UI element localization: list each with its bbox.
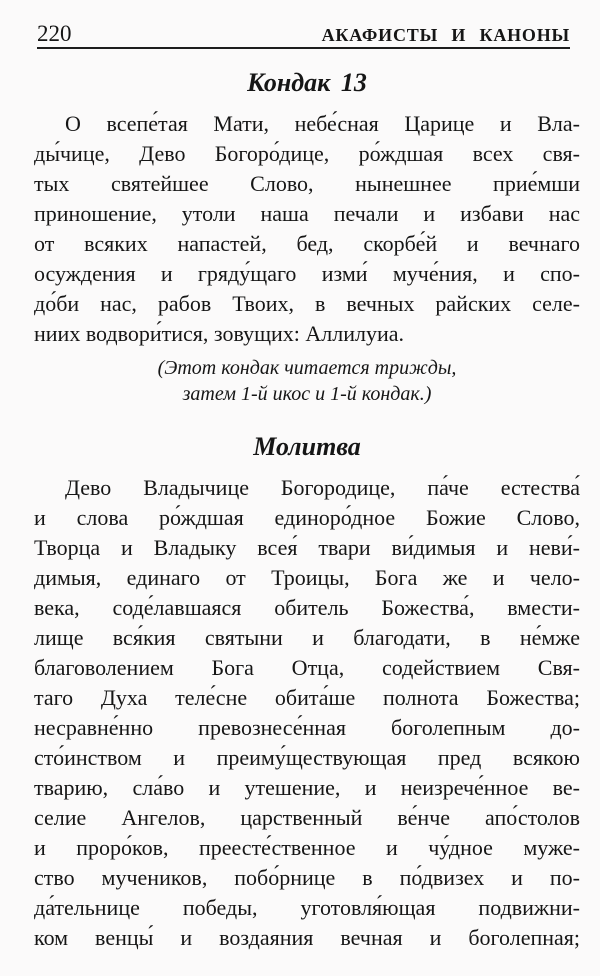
text-line: осуждения и гряду́щаго изми́ муче́ния, и спо-	[34, 261, 580, 286]
text-line: тварию, сла́во и утешение, и неизрече́нное ве-	[34, 775, 580, 800]
text-line: и слова ро́ждшая единоро́дное Божие Слово,	[34, 505, 580, 530]
text-line: и проро́ков, преесте́ственное и чу́дное муже-	[34, 835, 580, 860]
text-line: века, соде́лавшаяся обитель Божества́, вмести-	[34, 595, 580, 620]
kondak-paragraph	[34, 109, 580, 349]
running-title: АКАФИСТЫ И КАНОНЫ	[321, 25, 570, 45]
text-line: лище вся́кия святыни и благодати, в не́мже	[34, 625, 580, 650]
prayer-heading: Молитва	[253, 432, 361, 461]
text-line: ды́чице, Дево Богоро́дице, ро́ждшая всех свя-	[34, 141, 580, 166]
kondak-heading: Кондак 13	[247, 68, 367, 97]
text-line: несравне́нно превознесе́нная боголепным до-	[34, 715, 580, 740]
text-line: до́би нас, рабов Твоих, в вечных райских селе-	[34, 291, 580, 316]
text-line: таго Духа теле́сне обита́ше полнота Божества;	[34, 685, 580, 710]
text-line: О всепе́тая Мати, небе́сная Царице и Вла-	[65, 111, 580, 136]
page-number: 220	[37, 21, 72, 46]
text-line: приношение, утоли наша печали и избави нас	[34, 201, 580, 226]
text-line: ком венцы́ и воздаяния вечная и боголепная;	[34, 925, 580, 950]
text-line: Творца и Владыку всея́ твари ви́димыя и неви́-	[34, 535, 580, 560]
text-line: тых святейшее Слово, нынешнее прие́мши	[34, 171, 580, 196]
text-line: димыя, единаго от Троицы, Бога же и чело-	[34, 565, 580, 590]
header-rule	[37, 47, 570, 49]
text-line: (Этот кондак читается трижды,	[157, 357, 457, 379]
text-line: ниих водвори́тися, зовущих: Аллилуиа.	[34, 321, 405, 346]
text-line: сто́инством и преиму́ществующая пред всякою	[34, 745, 580, 770]
text-line: благоволением Бога Отца, содействием Свя-	[34, 655, 580, 680]
text-line: селие Ангелов, царственный ве́нче апо́столов	[34, 805, 580, 830]
text-line: ство мучеников, побо́рнице в по́двизех и по-	[34, 865, 580, 890]
text-line: затем 1-й икос и 1-й кондак.)	[182, 383, 432, 405]
kondak-rubric-note	[34, 355, 580, 407]
text-line: от всяких напастей, бед, скорбе́й и вечнаго	[34, 231, 580, 256]
prayer-paragraph	[34, 473, 580, 953]
text-line: да́тельнице победы, уготовля́ющая подвижни-	[34, 895, 580, 920]
text-line: Дево Владычице Богородице, па́че естества́	[65, 475, 580, 500]
page-header	[37, 21, 570, 48]
